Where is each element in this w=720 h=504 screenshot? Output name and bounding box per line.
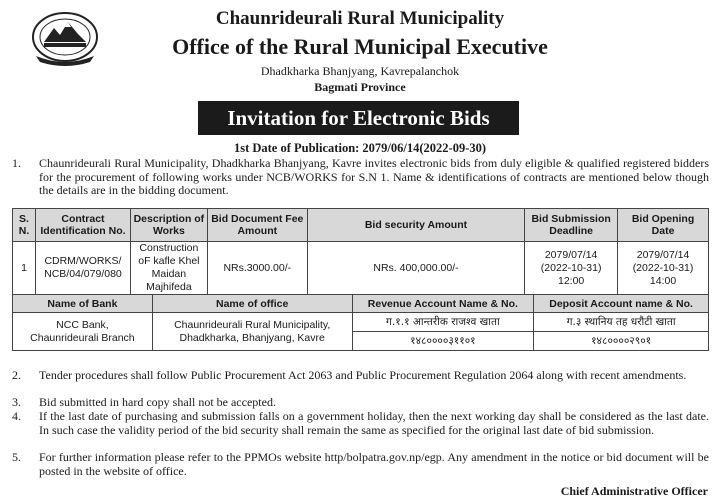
deposit-account-name: ग.३ स्थानिय तह धरौटी खाता [534,313,709,332]
item-text: If the last date of purchasing and submission falls on a government holiday, then the next working day shall be considered as the last date. In such case the validity period of the bid security shall remain the same as specified for the original last date of bid submission. [39,409,709,437]
column-header: Bid Submission Deadline [525,209,618,242]
column-header: Deposit Account name & No. [534,295,709,313]
notice-title-banner: Invitation for Electronic Bids [198,101,519,135]
column-header: Bid security Amount [307,209,524,242]
item-number: 3. [12,395,21,409]
paragraph-number: 1. [12,156,21,170]
column-header: Name of office [152,295,352,313]
column-header: Revenue Account Name & No. [352,295,534,313]
paragraph-text: Chaunrideurali Rural Municipality, Dhadkharka Bhanjyang, Kavre invites electronic bids from duly eligible & qualified registered bidders for the procurement of following works under NCB/WORKS for S.N 1. Name & identifications of contracts are mentioned below though the details are in the bidding document. [39,156,709,197]
opening-date [618,242,709,295]
opening-date-bs: 2079/07/14 [636,248,690,261]
submission-deadline [525,242,618,295]
column-header: Description of Works [130,209,207,242]
work-description: Construction oF kafle Khel Maidan Majhifeda [130,242,207,295]
deadline-date-ad: (2022-10-31) [540,261,602,274]
item-number: 5. [12,450,21,464]
item-number: 2. [12,368,21,382]
table-header-row [13,295,709,313]
bank-name-line: NCC Bank, [56,318,109,331]
item-text: Bid submitted in hard copy shall not be accepted. [39,395,276,409]
bid-security: NRs. 400,000.00/- [307,242,524,295]
office-line: Chaunrideurali Rural Municipality, [174,318,331,331]
address: Dhadkharka Bhanjyang, Kavrepalanchok [260,64,460,78]
column-header: Name of Bank [13,295,153,313]
bank-branch-line: Chaunrideurali Branch [30,331,135,344]
column-header: Contract Identification No. [35,209,130,242]
office-name-cell [152,313,352,351]
contract-id: CDRM/WORKS/ NCB/04/079/080 [35,242,130,295]
deadline-time: 12:00 [557,274,585,287]
office-name: Office of the Rural Municipal Executive [172,34,548,59]
table-header-row [13,209,709,242]
revenue-account-name: ग.१.१ आन्तरीक राजश्व खाता [352,313,534,332]
terms-list [12,369,712,478]
list-item [12,410,712,451]
table-row [13,242,709,295]
opening-date-ad: (2022-10-31) [632,261,694,274]
serial-number: 1 [13,242,36,295]
province: Bagmati Province [314,80,406,94]
column-header: S. N. [13,209,36,242]
office-location-line: Dhadkharka, Bhanjyang, Kavre [179,331,325,344]
document-fee: NRs.3000.00/- [207,242,307,295]
revenue-account-number: १४८००००३११०१ [352,332,534,351]
deposit-account-number: १४८००००२९०१ [534,332,709,351]
bank-account-table [12,294,709,351]
column-header: Bid Document Fee Amount [207,209,307,242]
item-text: Tender procedures shall follow Public Procurement Act 2063 and Public Procurement Regulation 2064 along with recent amendments. [39,368,687,382]
table-row [13,313,709,332]
bank-name [13,313,153,351]
item-text: For further information please refer to the PPMOs website http/bolpatra.gov.np/egp. Any amendment in the notice or bid document will be posted in the website of office. [39,450,709,478]
deadline-date-bs: 2079/07/14 [544,248,598,261]
works-table [12,208,709,295]
list-item [12,369,712,396]
opening-time: 14:00 [649,274,677,287]
item-number: 4. [12,409,21,423]
intro-paragraph [12,157,712,202]
column-header: Bid Opening Date [618,209,709,242]
municipality-name: Chaunrideurali Rural Municipality [215,8,505,29]
list-item [12,396,712,410]
list-item [12,451,712,478]
signatory-title: Chief Administrative Officer [560,484,708,498]
publication-date: 1st Date of Publication: 2079/06/14(2022-09-30) [233,141,487,155]
